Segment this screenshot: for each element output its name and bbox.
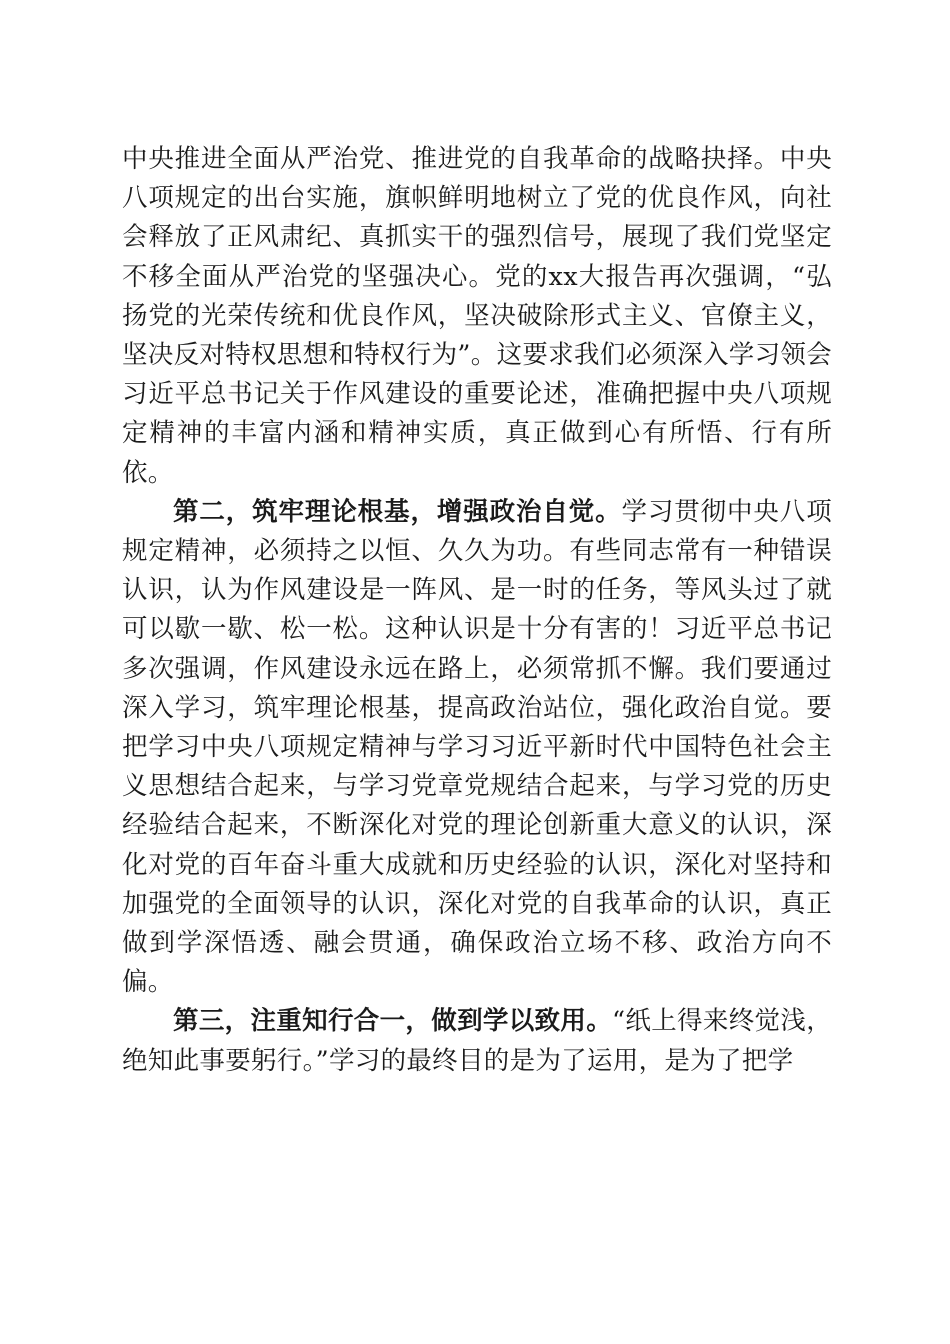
paragraph-continuation [122,140,832,493]
paragraph-body: 中央推进全面从严治党、推进党的自我革命的战略抉择。中央八项规定的出台实施，旗帜鲜明地树立了党的优良作风，向社会释放了正风肃纪、真抓实干的强烈信号，展现了我们党坚定不移全面从严治党的坚强决心。党的xx大报告再次强调，“弘扬党的光荣传统和优良作风，坚决破除形式主义、官僚主义，坚决反对特权思想和特权行为”。这要求我们必须深入学习领会习近平总书记关于作风建设的重要论述，准确把握中央八项规定精神的丰富内涵和精神实质，真正做到心有所悟、行有所依。 [122,144,832,488]
paragraph-section-three [122,1002,832,1080]
paragraph-body: “纸上得来终觉浅，绝知此事要躬行。”学习的最终目的是为了运用，是为了把学 [122,1006,832,1076]
paragraph-section-two [122,493,832,1003]
paragraph-heading: 第二，筑牢理论根基，增强政治自觉。 [173,496,622,527]
paragraph-heading: 第三，注重知行合一，做到学以致用。 [173,1006,613,1037]
document-body [122,140,832,1081]
paragraph-body: 学习贯彻中央八项规定精神，必须持之以恒、久久为功。有些同志常有一种错误认识，认为作风建设是一阵风、是一时的任务，等风头过了就可以歇一歇、松一松。这种认识是十分有害的！习近平总书记多次强调，作风建设永远在路上，必须常抓不懈。我们要通过深入学习，筑牢理论根基，提高政治站位，强化政治自觉。要把学习中央八项规定精神与学习习近平新时代中国特色社会主义思想结合起来，与学习党章党规结合起来，与学习党的历史经验结合起来，不断深化对党的理论创新重大意义的认识，深化对党的百年奋斗重大成就和历史经验的认识，深化对坚持和加强党的全面领导的认识，深化对党的自我革命的认识，真正做到学深悟透、融会贯通，确保政治立场不移、政治方向不偏。 [122,496,832,998]
